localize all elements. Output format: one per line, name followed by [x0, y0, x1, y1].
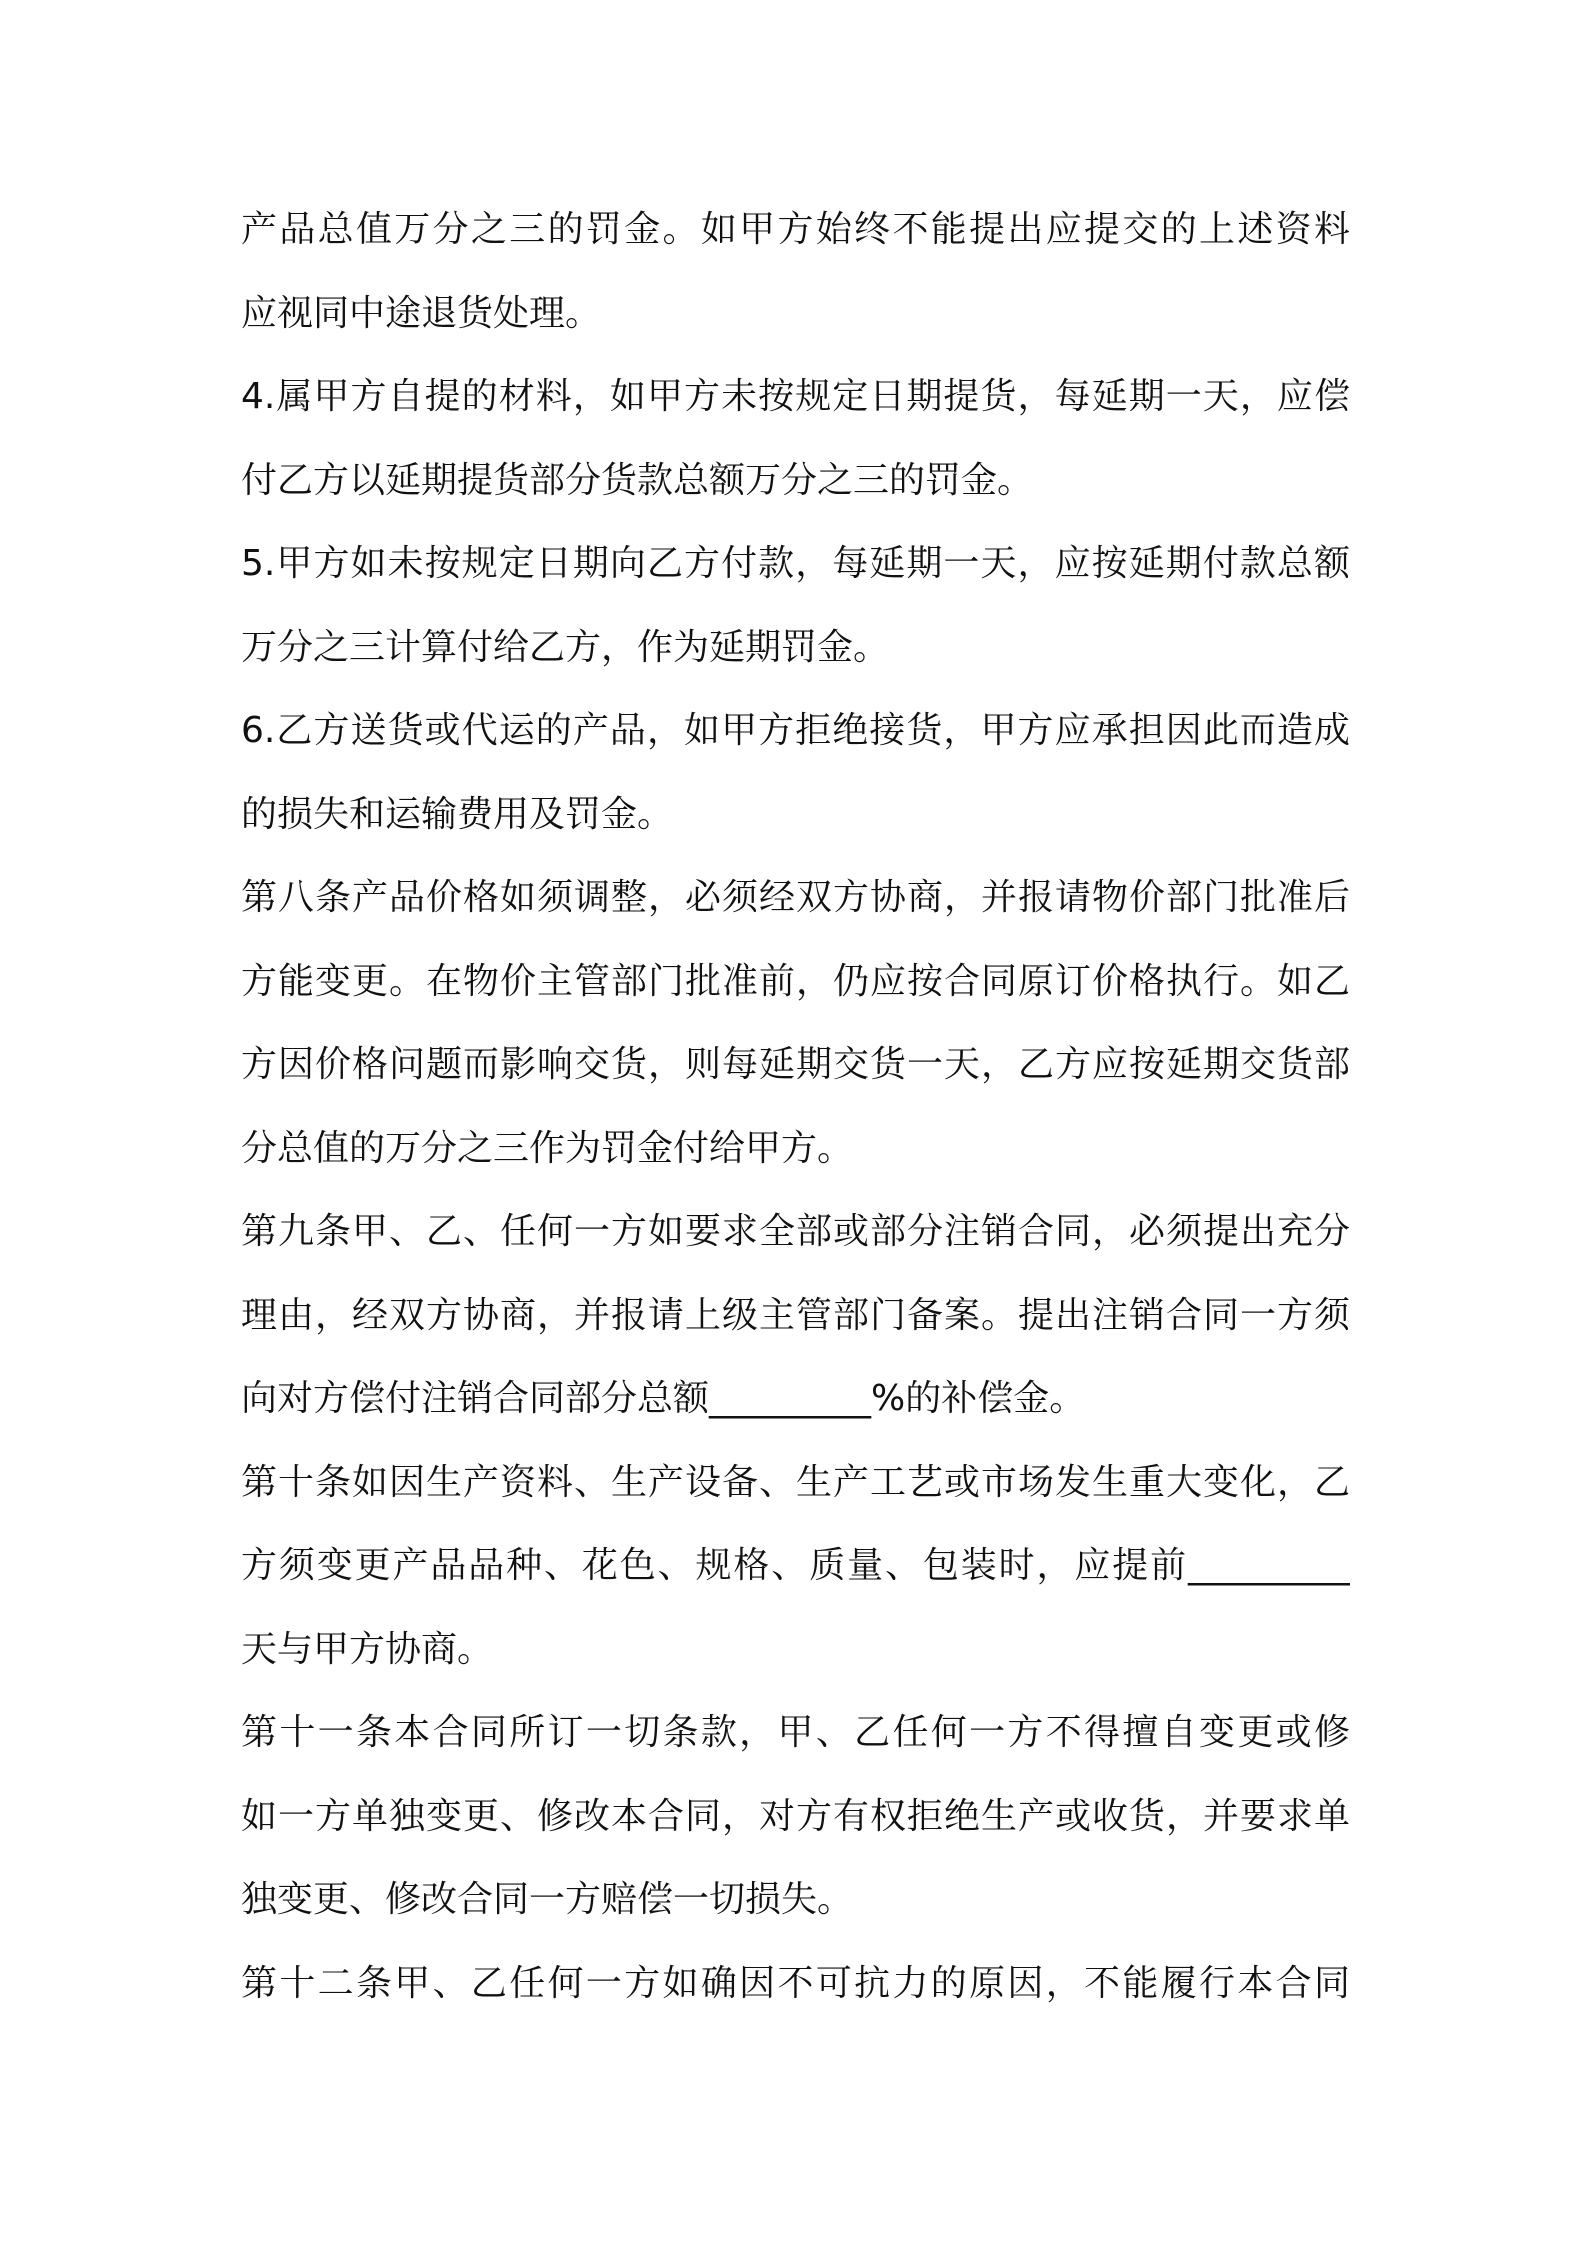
text-line: 第十条如因生产资料、生产设备、生产工艺或市场发生重大变化，乙: [241, 1461, 1350, 1503]
text-line: 方因价格问题而影响交货，则每延期交货一天，乙方应按延期交货部: [241, 1044, 1350, 1085]
text-line: 产品总值万分之三的罚金。如甲方始终不能提出应提交的上述资料: [241, 209, 1350, 250]
text-line: 第九条甲、乙、任何一方如要求全部或部分注销合同，必须提出充分: [241, 1211, 1350, 1252]
document-body: [241, 188, 1350, 2025]
text-line: 方须变更产品品种、花色、规格、质量、包装时，应提前_________: [241, 1545, 1350, 1586]
text-line: 第十一条本合同所订一切条款，甲、乙任何一方不得擅自变更或修: [241, 1712, 1350, 1753]
text-line: 应视同中途退货处理。: [241, 292, 602, 334]
text-line: 第八条产品价格如须调整，必须经双方协商，并报请物价部门批准后: [241, 877, 1350, 918]
text-line: 4.属甲方自提的材料，如甲方未按规定日期提货，每延期一天，应偿: [241, 376, 1350, 417]
text-line: 5.甲方如未按规定日期向乙方付款，每延期一天，应按延期付款总额: [241, 543, 1350, 584]
text-line: 天与甲方协商。: [241, 1628, 494, 1670]
text-line: 独变更、修改合同一方赔偿一切损失。: [241, 1879, 854, 1920]
text-line: 第十二条甲、乙任何一方如确因不可抗力的原因，不能履行本合同: [241, 1962, 1350, 2004]
text-line: 理由，经双方协商，并报请上级主管部门备案。提出注销合同一方须: [241, 1294, 1350, 1336]
text-line: 6.乙方送货或代运的产品，如甲方拒绝接货，甲方应承担因此而造成: [241, 710, 1350, 751]
text-line: 向对方偿付注销合同部分总额_________%的补偿金。: [241, 1378, 1086, 1419]
text-line: 方能变更。在物价主管部门批准前，仍应按合同原订价格执行。如乙: [241, 960, 1350, 1002]
text-line: 分总值的万分之三作为罚金付给甲方。: [241, 1127, 854, 1169]
text-line: 万分之三计算付给乙方，作为延期罚金。: [241, 626, 890, 668]
text-line: 的损失和运输费用及罚金。: [241, 793, 674, 835]
text-line: 如一方单独变更、修改本合同，对方有权拒绝生产或收货，并要求单: [241, 1795, 1350, 1837]
text-line: 付乙方以延期提货部分货款总额万分之三的罚金。: [241, 459, 1034, 501]
